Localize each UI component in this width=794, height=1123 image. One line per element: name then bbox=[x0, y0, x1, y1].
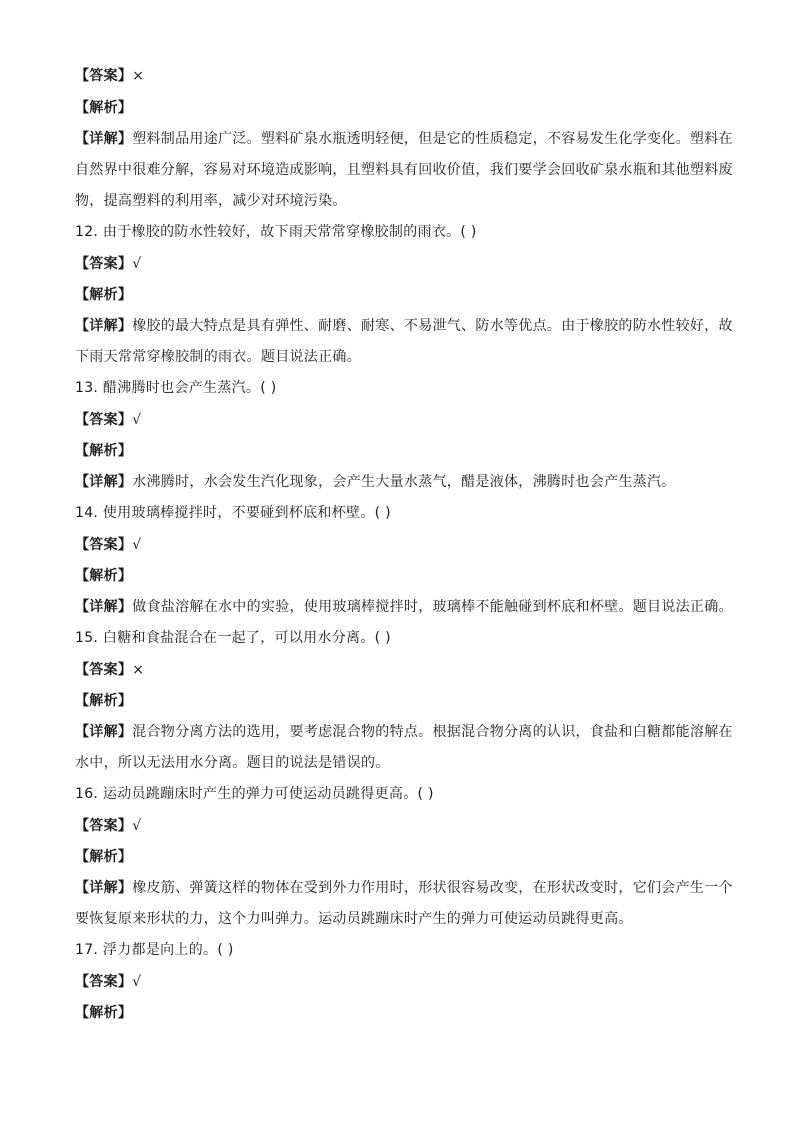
detail-label: 【详解】 bbox=[75, 880, 133, 896]
question-text: 13. 醋沸腾时也会产生蒸汽。( ) bbox=[75, 380, 277, 396]
question-text: 15. 白糖和食盐混合在一起了，可以用水分离。( ) bbox=[75, 630, 391, 646]
answer-value: √ bbox=[132, 537, 142, 553]
detail-label: 【详解】 bbox=[75, 724, 133, 740]
answer-label: 【答案】 bbox=[75, 537, 133, 553]
answer-label: 【答案】 bbox=[75, 818, 133, 834]
detail-text: 塑料制品用途广泛。塑料矿泉水瓶透明轻便，但是它的性质稳定，不容易发生化学变化。塑料在 bbox=[132, 131, 733, 147]
detail-line bbox=[75, 878, 733, 898]
detail-text: 混合物分离方法的选用，要考虑混合物的特点。根据混合物分离的认识，食盐和白糖都能溶解在 bbox=[132, 724, 733, 740]
detail-label: 【详解】 bbox=[75, 318, 133, 334]
answer-value: × bbox=[132, 662, 145, 678]
answer-label: 【答案】 bbox=[75, 68, 133, 84]
detail-text: 做食盐溶解在水中的实验，使用玻璃棒搅拌时，玻璃棒不能触碰到杯底和杯壁。题目说法正确。 bbox=[132, 599, 733, 615]
detail-text: 下雨天常常穿橡胶制的雨衣。题目说法正确。 bbox=[75, 349, 361, 365]
detail-line bbox=[75, 316, 733, 336]
answer-line bbox=[75, 410, 141, 430]
answer-label: 【答案】 bbox=[75, 974, 133, 990]
question-text: 14. 使用玻璃棒搅拌时，不要碰到杯底和杯壁。( ) bbox=[75, 505, 391, 521]
question-text: 12. 由于橡胶的防水性较好，故下雨天常常穿橡胶制的雨衣。( ) bbox=[75, 224, 477, 240]
analysis-label: 【解析】 bbox=[75, 849, 133, 865]
detail-label: 【详解】 bbox=[75, 599, 133, 615]
detail-text: 橡胶的最大特点是具有弹性、耐磨、耐寒、不易泄气、防水等优点。由于橡胶的防水性较好，故 bbox=[132, 318, 733, 334]
analysis-label: 【解析】 bbox=[75, 568, 133, 584]
answer-label: 【答案】 bbox=[75, 256, 133, 272]
detail-label: 【详解】 bbox=[75, 131, 133, 147]
answer-label: 【答案】 bbox=[75, 412, 133, 428]
answer-line bbox=[75, 66, 144, 86]
detail-text: 水沸腾时，水会发生汽化现象，会产生大量水蒸气，醋是液体，沸腾时也会产生蒸汽。 bbox=[132, 474, 676, 490]
detail-line bbox=[75, 597, 733, 617]
answer-value: × bbox=[132, 68, 145, 84]
answer-value: √ bbox=[132, 974, 142, 990]
question-text: 16. 运动员跳蹦床时产生的弹力可使运动员跳得更高。( ) bbox=[75, 786, 434, 802]
answer-value: √ bbox=[132, 256, 142, 272]
detail-text: 自然界中很难分解，容易对环境造成影响，且塑料具有回收价值，我们要学会回收矿泉水瓶和其他塑料废 bbox=[75, 162, 733, 178]
analysis-label: 【解析】 bbox=[75, 1005, 133, 1021]
answer-value: √ bbox=[132, 818, 142, 834]
answer-line bbox=[75, 816, 141, 836]
detail-text: 橡皮筋、弹簧这样的物体在受到外力作用时，形状很容易改变，在形状改变时，它们会产生一个 bbox=[132, 880, 733, 896]
analysis-label: 【解析】 bbox=[75, 287, 133, 303]
answer-value: √ bbox=[132, 412, 142, 428]
detail-line bbox=[75, 472, 676, 492]
detail-label: 【详解】 bbox=[75, 474, 133, 490]
detail-line bbox=[75, 129, 733, 149]
analysis-label: 【解析】 bbox=[75, 100, 133, 116]
answer-label: 【答案】 bbox=[75, 662, 133, 678]
detail-text: 要恢复原来形状的力，这个力叫弹力。运动员跳蹦床时产生的弹力可使运动员跳得更高。 bbox=[75, 911, 633, 927]
question-text: 17. 浮力都是向上的。( ) bbox=[75, 942, 234, 958]
analysis-label: 【解析】 bbox=[75, 693, 133, 709]
answer-line bbox=[75, 660, 144, 680]
answer-line bbox=[75, 972, 141, 992]
detail-text: 物，提高塑料的利用率，减少对环境污染。 bbox=[75, 193, 347, 209]
answer-line bbox=[75, 535, 141, 555]
detail-text: 水中，所以无法用水分离。题目的说法是错误的。 bbox=[75, 755, 390, 771]
answer-line bbox=[75, 254, 141, 274]
analysis-label: 【解析】 bbox=[75, 443, 133, 459]
detail-line bbox=[75, 722, 733, 742]
